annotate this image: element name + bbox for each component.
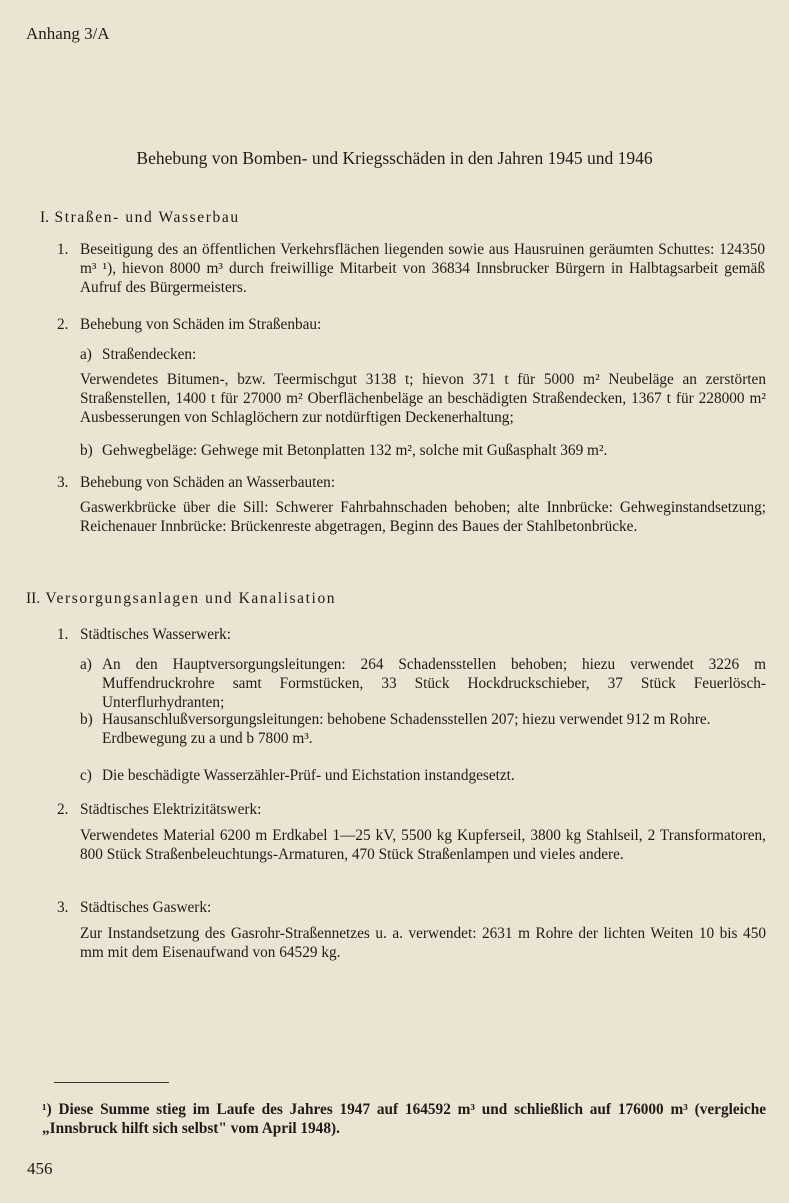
sub-label: b) (80, 711, 93, 728)
section-1-item-2-a-text: Verwendetes Bitumen-, bzw. Teermischgut 3138 t; hievon 371 t für 5000 m² Neubeläge an zerstörten Straßenstellen, 1400 t für 27000 m² Oberflächenbeläge an beschädigten Straßendecken, 1367 t für 228000 m² Ausbesserungen von Schlaglöchern zur notdürftigen Deckenerhaltung; (80, 371, 766, 426)
item-number: 1. (57, 241, 69, 258)
sub-text: Hausanschlußversorgungsleitungen: behobene Schadensstellen 207; hiezu verwendet 912 m Rohre. (102, 711, 711, 728)
section-1-item-2-a (80, 345, 766, 364)
item-heading: Städtisches Elektrizitätswerk: (80, 801, 262, 818)
sub-heading: Straßendecken: (102, 346, 197, 363)
section-1-item-2 (57, 315, 765, 334)
section-1-item-2-b (80, 441, 766, 460)
item-number: 2. (57, 801, 69, 818)
sub-text: Die beschädigte Wasserzähler-Prüf- und Eichstation instandgesetzt. (102, 767, 515, 784)
footnote: ¹) Diese Summe stieg im Laufe des Jahres 1947 auf 164592 m³ und schließlich auf 176000 m³ (vergleiche „Innsbruck hilft sich selbst" vom April 1948). (42, 1101, 766, 1137)
sub-label: b) (80, 442, 93, 459)
appendix-header: Anhang 3/A (26, 24, 110, 43)
item-heading: Städtisches Gaswerk: (80, 899, 212, 916)
sub-extra-text: Erdbewegung zu a und b 7800 m³. (102, 730, 313, 747)
section-2-item-3 (57, 898, 765, 917)
section-1-title: Straßen- und Wasserbau (54, 209, 240, 226)
item-number: 3. (57, 474, 69, 491)
section-2-item-3-text: Zur Instandsetzung des Gasrohr-Straßennetzes u. a. verwendet: 2631 m Rohre der lichten Weiten 10 bis 450 mm mit dem Eisenaufwand von 64529 kg. (80, 925, 766, 961)
sub-text: An den Hauptversorgungsleitungen: 264 Schadensstellen behoben; hiezu verwendet 3226 m Muffendruckrohre samt Formstücken, 33 Stück Hockdruckschieber, 37 Stück Feuerlösch-Unterflurhydranten; (102, 656, 766, 711)
section-2-item-1 (57, 625, 765, 644)
section-2-heading (26, 589, 336, 608)
item-heading: Behebung von Schäden an Wasserbauten: (80, 474, 336, 491)
section-2-number: II. (26, 590, 41, 607)
sub-text: Gehwegbeläge: Gehwege mit Betonplatten 132 m², solche mit Gußasphalt 369 m². (102, 442, 608, 459)
section-2-title: Versorgungsanlagen und Kanalisation (45, 590, 337, 607)
section-2-item-1-c (80, 766, 766, 785)
document-title: Behebung von Bomben- und Kriegsschäden in den Jahren 1945 und 1946 (136, 148, 653, 168)
section-1-heading (40, 208, 240, 227)
section-1-number: I. (40, 209, 50, 226)
item-heading: Städtisches Wasserwerk: (80, 626, 231, 643)
section-1-item-3-text: Gaswerkbrücke über die Sill: Schwerer Fahrbahnschaden behoben; alte Innbrücke: Gehweginstandsetzung; Reichenauer Innbrücke: Brückenreste abgetragen, Beginn des Baues der Stahlbetonbrücke. (80, 499, 766, 535)
item-number: 2. (57, 316, 69, 333)
sub-label: a) (80, 656, 92, 673)
item-number: 1. (57, 626, 69, 643)
sub-label: a) (80, 346, 92, 363)
section-1-item-3 (57, 473, 765, 492)
section-2-item-2 (57, 800, 765, 819)
section-2-item-1-b (80, 710, 766, 748)
section-2-item-1-a (80, 655, 766, 712)
section-1-item-1 (57, 240, 765, 297)
section-2-item-2-text: Verwendetes Material 6200 m Erdkabel 1—25 kV, 5500 kg Kupferseil, 3800 kg Stahlseil, 2 Transformatoren, 800 Stück Straßenbeleuchtungs-Armaturen, 470 Stück Straßenlampen und vieles andere. (80, 827, 766, 863)
item-heading: Behebung von Schäden im Straßenbau: (80, 316, 322, 333)
footnote-divider (54, 1082, 169, 1083)
page-number: 456 (27, 1159, 53, 1178)
item-number: 3. (57, 899, 69, 916)
item-text: Beseitigung des an öffentlichen Verkehrsflächen liegenden sowie aus Hausruinen geräumten Schuttes: 124350 m³ ¹), hievon 8000 m³ durch freiwillige Mitarbeit von 36834 Innsbrucker Bürgern in Halbtagsarbeit gemäß Aufruf des Bürgermeisters. (80, 241, 765, 296)
sub-label: c) (80, 767, 92, 784)
